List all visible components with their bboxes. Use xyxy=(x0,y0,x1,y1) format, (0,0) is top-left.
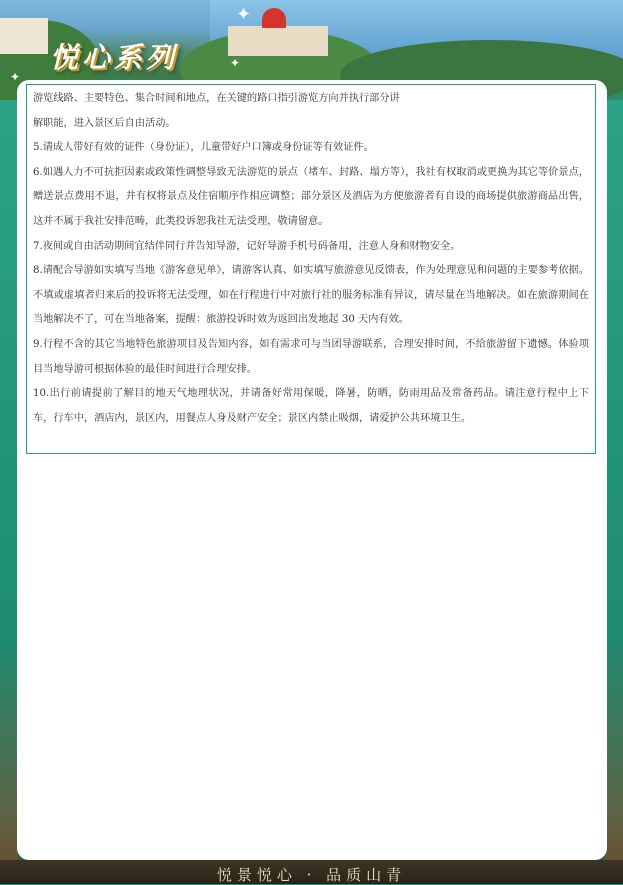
notes-line: 游览线路、主要特色、集合时间和地点，在关键的路口指引游览方向并执行部分讲 xyxy=(33,93,400,104)
series-logo: 悦心系列 xyxy=(50,41,179,74)
notes-line: 解职能，进入景区后自由活动。 xyxy=(33,117,176,129)
red-dome xyxy=(262,8,286,28)
note-item-5: 5.请成人带好有效的证件（身份证），儿童带好户口簿或身份证等有效证件。 xyxy=(33,142,374,154)
notes-box xyxy=(26,84,596,454)
note-item-6: 6.如遇人力不可抗拒因素或政策性调整导致无法游览的景点（堵车、封路、塌方等），我社有权取消或更换为其它等价景点，赠送景点费用不退，并有权将景点及住宿顺序作相应调整；部分景区及酒店为方便旅游者有自设的商场提供旅游商品出售，这并不属于我社安排范畴，此类投诉恕我社无法受理，敬请留意。 xyxy=(33,166,589,227)
building-left xyxy=(0,18,48,54)
sparkle-icon: ✦ xyxy=(230,56,241,70)
footer-slogan: 悦景悦心 · 品质山青 xyxy=(216,866,407,884)
building-mid xyxy=(228,26,328,56)
note-item-7: 7.夜间或自由活动期间宜结伴同行并告知导游，记好导游手机号码备用，注意人身和财物安全。 xyxy=(33,240,461,252)
right-decoration xyxy=(605,100,623,860)
note-item-10: 10.出行前请提前了解目的地天气地理状况，并请备好常用保暖，降暑，防晒，防雨用品及常备药品。请注意行程中上下车，行车中，酒店内，景区内，用餐点人身及财产安全；景区内禁止吸烟，请爱护公共环境卫生。 xyxy=(33,388,589,424)
sparkle-icon: ✦ xyxy=(10,70,21,84)
sparkle-icon: ✦ xyxy=(236,4,252,25)
left-decoration xyxy=(0,100,18,860)
note-item-9: 9.行程不含的其它当地特色旅游项目及告知内容，如有需求可与当团导游联系，合理安排时间，不给旅游留下遗憾。体验项目当地导游可根据体验的最佳时间进行合理安排。 xyxy=(33,338,589,375)
note-item-8: 8.请配合导游如实填写当地《游客意见单》，请游客认真、如实填写旅游意见反馈表，作为处理意见和问题的主要参考依据。不填或虚填者归来后的投诉将无法受理，如在行程进行中对旅行社的服务标准有异议，请尽量在当地解决。如在旅游期间在当地解决不了，可在当地备案，提醒：旅游投诉时效为返回出发地起 30 天内有效。 xyxy=(33,265,589,326)
